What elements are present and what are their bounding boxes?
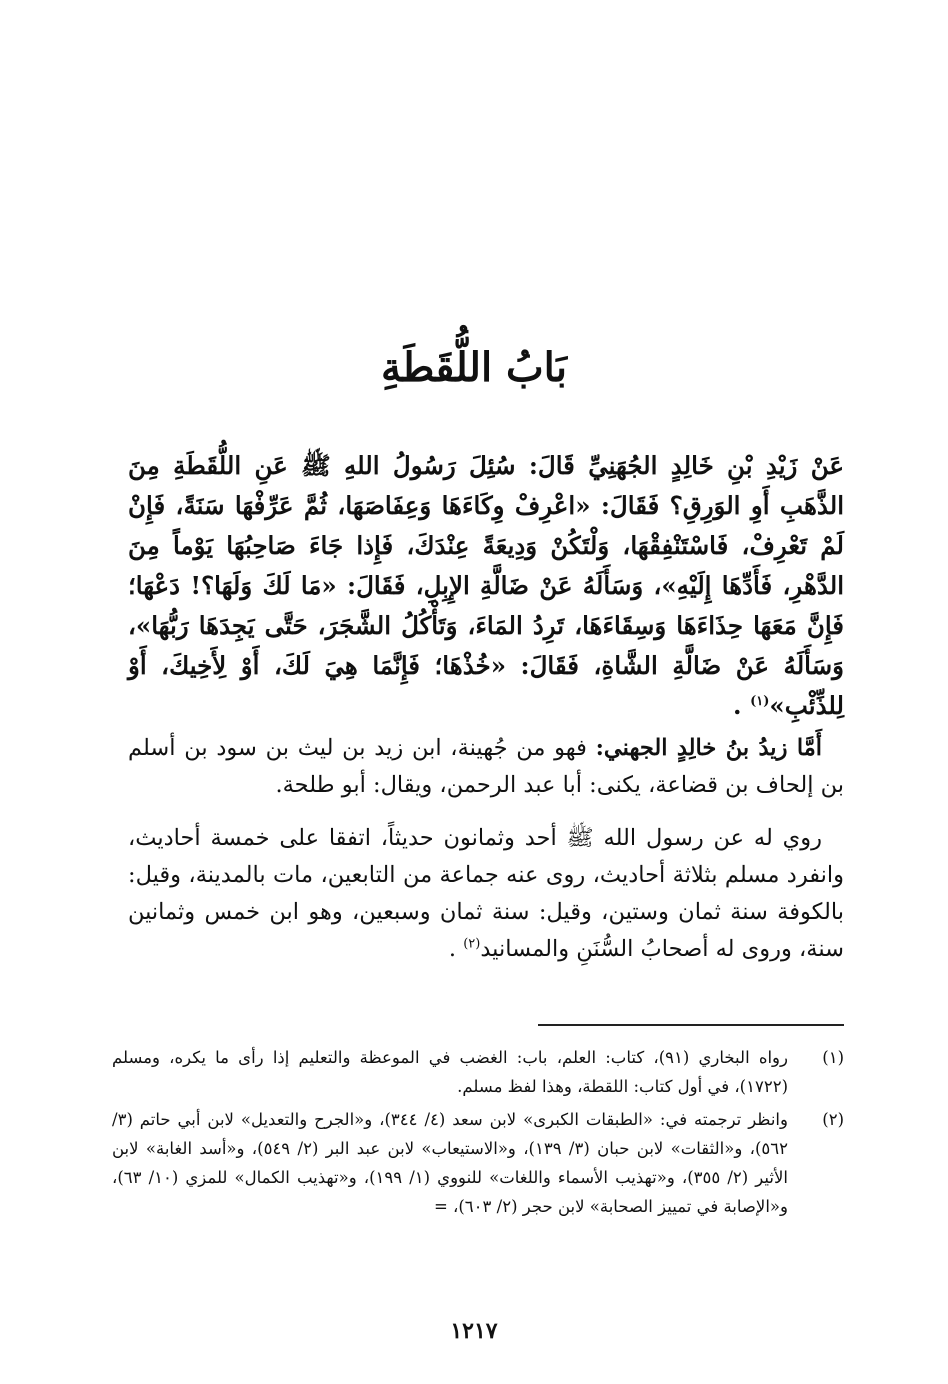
hadith-end: . (733, 691, 751, 720)
footnote-item (112, 1043, 844, 1101)
page-number: ١٢١٧ (450, 1318, 498, 1344)
footnote-separator (538, 1024, 844, 1026)
footnote-ref-2[interactable]: (٢) (463, 936, 481, 952)
footnotes (112, 1043, 844, 1225)
footnote-number: (٢) (822, 1110, 844, 1129)
biography-paragraph-1 (128, 730, 844, 804)
footnote-text: وانظر ترجمته في: «الطبقات الكبرى» لابن سعد (٤/ ٣٤٤)، و«الجرح والتعديل» لابن أبي حاتم (٣/ ٥٦٢)، و«الثقات» لابن حبان (٣/ ١٣٩)، و«الاستيعاب» لابن عبد البر (٢/ ٥٤٩)، و«أسد الغابة» لابن الأثير (٢/ ٣٥٥)، و«تهذيب الأسماء واللغات» للنووي (١/ ١٩٩)، و«تهذيب الكمال» للمزي (١٠/ ٦٣)، و«الإصابة في تمييز الصحابة» لابن حجر (٢/ ٦٠٣)، = (112, 1110, 788, 1216)
hadith-body: عَنْ زَيْدِ بْنِ خَالِدٍ الجُهَنِيِّ قَالَ: سُئِلَ رَسُولُ اللهِ ﷺ عَنِ اللُّقَطَةِ مِنَ الذَّهَبِ أَوِ الوَرِقِ؟ فَقَالَ: «اعْرِفْ وِكَاءَهَا وَعِفَاصَهَا، ثُمَّ عَرِّفْهَا سَنَةً، فَإِنْ لَمْ تَعْرِفْ، فَاسْتَنْفِقْهَا، وَلْتَكُنْ وَدِيعَةً عِنْدَكَ، فَإِذا جَاءَ صَاحِبُهَا يَوْماً مِنَ الدَّهْرِ، فَأَدِّهَا إِلَيْهِ»، وَسَأَلَهُ عَنْ ضَالَّةِ الإِبِلِ، فَقَالَ: «مَا لَكَ وَلَهَا؟! دَعْهَا؛ فَإِنَّ مَعَهَا حِذَاءَهَا وَسِقَاءَهَا، تَرِدُ المَاءَ، وَتَأْكُلُ الشَّجَرَ، حَتَّى يَجِدَهَا رَبُّهَا»، وَسَأَلَهُ عَنْ ضَالَّةِ الشَّاةِ، فَقَالَ: «خُذْهَا؛ فَإِنَّمَا هِيَ لَكَ، أَوْ لِأَخِيكَ، أَوْ لِلذِّئْبِ» (128, 451, 844, 720)
footnote-ref-1[interactable]: (١) (750, 693, 770, 709)
biography-para1: فهو من جُهينة، ابن زيد بن ليث بن سود بن أسلم بن إلحاف بن قضاعة، يكنى: أبا عبد الرحمن، ويقال: أبو طلحة. (128, 735, 844, 798)
biography-lead: أَمَّا زيدُ بنُ خالِدٍ الجهني: (595, 735, 823, 761)
hadith-text (128, 446, 844, 726)
footnote-text: رواه البخاري (٩١)، كتاب: العلم، باب: الغضب في الموعظة والتعليم إذا رأى ما يكره، ومسلم (١٧٢٢)، في أول كتاب: اللقطة، وهذا لفظ مسلم. (112, 1048, 788, 1096)
biography-paragraph-2 (128, 820, 844, 968)
biography-para2-end: . (448, 936, 464, 962)
chapter-title: بَابُ اللُّقَطَةِ (381, 344, 567, 391)
biography-para2: روي له عن رسول الله ﷺ أحد وثمانون حديثاً، اتفقا على خمسة أحاديث، وانفرد مسلم بثلاثة أحاديث، روى عنه جماعة من التابعين، مات بالمدينة، وقيل: بالكوفة سنة ثمان وستين، وقيل: سنة ثمان وسبعين، وهو ابن خمس وثمانين سنة، وروى له أصحابُ السُّنَنِ والمسانيد (128, 825, 844, 962)
footnote-number: (١) (822, 1048, 844, 1067)
footnote-item (112, 1105, 844, 1221)
